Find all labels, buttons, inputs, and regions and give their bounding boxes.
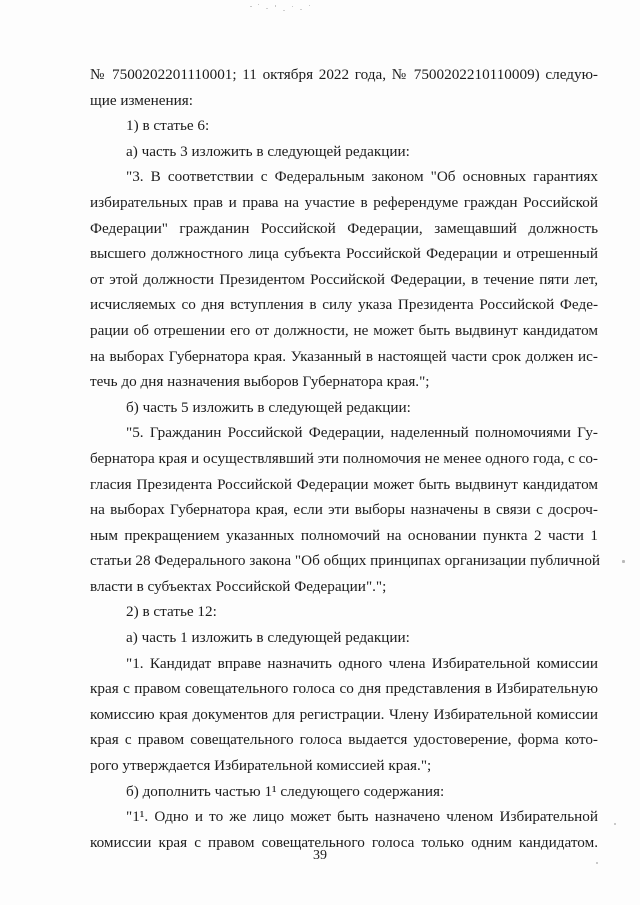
text-line: Федерации" гражданин Российской Федерации, замещавший должность	[90, 219, 598, 237]
text-line: "3. В соответствии с Федеральным законом "Об основных гарантиях	[126, 168, 598, 186]
text-line: "1¹. Одно и то же лицо может быть назначено членом Избирательной	[126, 808, 598, 826]
text-line: власти в субъектах Российской Федерации".";	[90, 577, 387, 595]
text-line: 1) в статье 6:	[126, 117, 210, 135]
text-line: бернатора края и осуществлявший эти полномочия не менее одного года, с со-	[90, 449, 598, 467]
page-number: 39	[313, 848, 327, 863]
text-line: ным прекращением указанных полномочий на основании пункта 2 части 1	[90, 526, 598, 544]
text-line: комиссию края документов для регистрации. Члену Избирательной комиссии	[90, 705, 598, 723]
scan-noise	[248, 3, 318, 15]
document-text	[90, 62, 601, 855]
text-line: б) часть 5 изложить в следующей редакции:	[126, 398, 411, 416]
text-line: на выборах Губернатора края, если эти выборы назначены в связи с досроч-	[90, 501, 598, 519]
text-line: течь до дня назначения выборов Губернатора края.";	[90, 373, 430, 391]
text-line: рации об отрешении его от должности, не может быть выдвинут кандидатом	[90, 321, 598, 339]
text-line: края с правом совещательного голоса выдается удостоверение, форма кото-	[90, 731, 598, 749]
text-line: а) часть 3 изложить в следующей редакции:	[126, 142, 410, 160]
text-line: № 7500202201110001; 11 октября 2022 года, № 7500202210110009) следую-	[90, 66, 598, 83]
text-line: исчисляемых со дня вступления в силу указа Президента Российской Феде-	[90, 296, 598, 314]
text-line: рого утверждается Избирательной комиссией края.";	[90, 757, 432, 775]
scan-speck	[614, 823, 616, 825]
text-line: а) часть 1 изложить в следующей редакции:	[126, 629, 410, 647]
text-line: края с правом совещательного голоса со дня представления в Избирательную	[90, 680, 598, 698]
text-line: "1. Кандидат вправе назначить одного члена Избирательной комиссии	[126, 654, 598, 672]
scan-speck	[622, 560, 625, 563]
text-line: избирательных прав и права на участие в референдуме граждан Российской	[90, 193, 598, 211]
text-line: комиссии края с правом совещательного голоса только одним кандидатом.	[90, 833, 598, 851]
text-line: щие изменения:	[90, 91, 193, 109]
text-line: 2) в статье 12:	[126, 603, 217, 621]
text-line: на выборах Губернатора края. Указанный в настоящей части срок должен ис-	[90, 347, 598, 365]
text-line: высшего должностного лица субъекта Российской Федерации и отрешенный	[90, 245, 598, 263]
text-line: гласия Президента Российской Федерации может быть выдвинут кандидатом	[90, 475, 598, 493]
text-line: "5. Гражданин Российской Федерации, наделенный полномочиями Гу-	[126, 424, 598, 442]
text-line: статьи 28 Федерального закона "Об общих принципах организации публичной	[90, 552, 601, 570]
text-line: от этой должности Президентом Российской Федерации, в течение пяти лет,	[90, 270, 598, 288]
text-line: б) дополнить частью 1¹ следующего содержания:	[126, 782, 445, 800]
